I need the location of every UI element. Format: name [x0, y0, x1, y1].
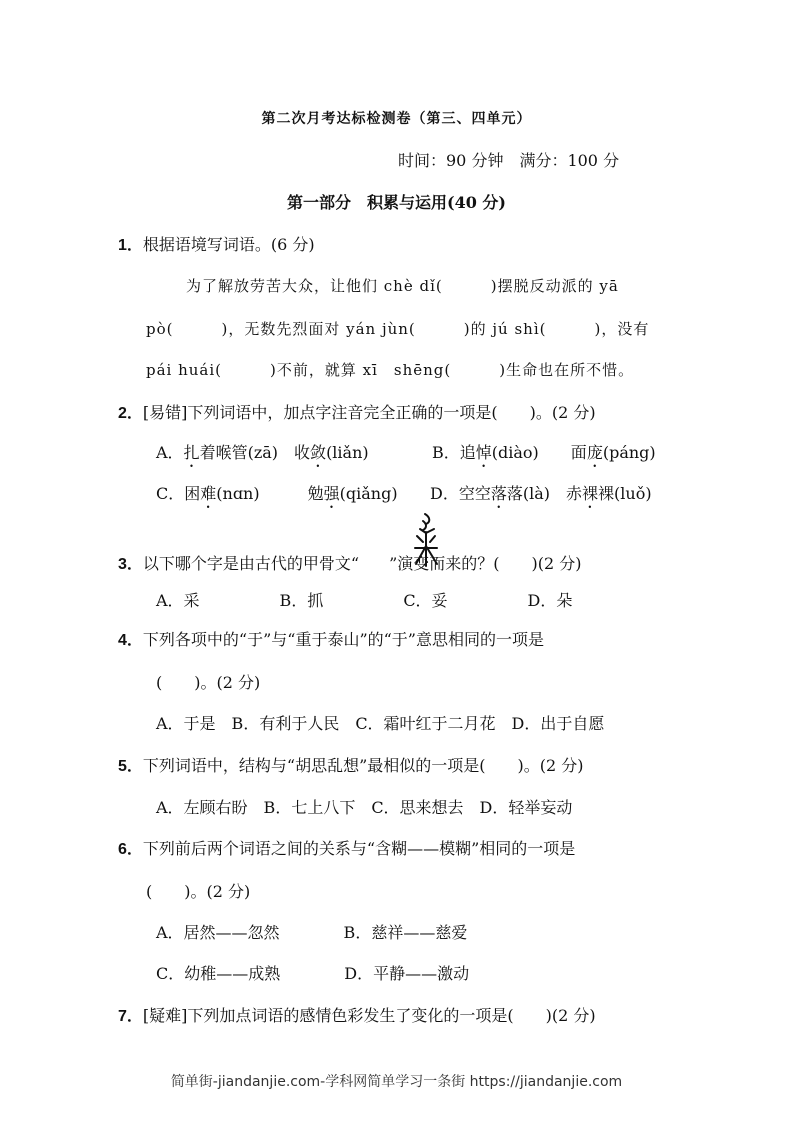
q6-stem-continued: ( )。(2 分)	[146, 882, 251, 901]
question-2	[118, 400, 596, 423]
dotted-char: 悼	[475, 443, 492, 462]
question-number: 6．	[118, 841, 143, 858]
question-number: 5．	[118, 758, 143, 775]
q2-option-c: C．困难(nɑn) 勉强(qiǎng)	[156, 484, 398, 503]
q1-passage-line-2: pò( )，无数先烈面对 yán jùn( )的 jú shì( )，没有	[146, 320, 650, 338]
q6-options-cd: C．幼稚——成熟 D．平静——激动	[156, 964, 470, 983]
dotted-char: 庞	[586, 443, 603, 462]
question-stem-b: ”演变而来的？( )(2 分)	[389, 554, 582, 573]
exam-time-score: 时间：90 分钟 满分：100 分	[398, 151, 620, 170]
dotted-char: 难	[200, 484, 217, 503]
question-stem: 根据语境写词语。(6 分)	[142, 235, 315, 254]
question-stem: [易错]下列词语中，加点字注音完全正确的一项是( )。(2 分)	[142, 403, 596, 422]
dotted-char: 扎	[183, 443, 200, 462]
question-7	[118, 1003, 596, 1026]
q4-options: A．于是 B．有利于人民 C．霜叶红于二月花 D．出于自愿	[156, 714, 605, 733]
q5-options: A．左顾右盼 B．七上八下 C．思来想去 D．轻举妄动	[156, 798, 573, 817]
question-6	[118, 836, 575, 859]
question-number: 2．	[118, 405, 143, 422]
dotted-char: 强	[323, 484, 340, 503]
q2-option-b: B．追悼(diào) 面庞(páng)	[432, 443, 656, 462]
q1-passage-line-3: pái huái( )不前，就算 xī shēng( )生命也在所不惜。	[146, 361, 635, 379]
dotted-char: 落	[490, 484, 507, 503]
question-stem: [疑难]下列加点词语的感情色彩发生了变化的一项是( )(2 分)	[142, 1006, 596, 1025]
q6-options-ab: A．居然——忽然 B．慈祥——慈爱	[156, 923, 468, 942]
question-3	[118, 551, 582, 574]
footer-watermark: 简单街-jiandanjie.com-学科网简单学习一条街 https://jiandanjie.com	[170, 1074, 623, 1090]
question-5	[118, 753, 584, 776]
q1-passage-line-1: 为了解放劳苦大众，让他们 chè dǐ( )摆脱反动派的 yā	[186, 277, 619, 295]
question-stem: 下列各项中的“于”与“重于泰山”的“于”意思相同的一项是	[142, 630, 544, 649]
exam-title: 第二次月考达标检测卷（第三、四单元）	[261, 111, 532, 127]
question-stem: 下列前后两个词语之间的关系与“含糊——模糊”相同的一项是	[142, 839, 576, 858]
section-1-title: 第一部分 积累与运用(40 分)	[287, 193, 506, 212]
oracle-bone-glyph-icon	[412, 512, 442, 570]
q2-option-d: D．空空落落(là) 赤裸裸(luǒ)	[430, 484, 652, 503]
q2-option-a: A．扎着喉管(zā) 收敛(liǎn)	[156, 443, 369, 462]
question-number: 7．	[118, 1008, 143, 1025]
question-number: 4．	[118, 632, 143, 649]
question-number: 3．	[118, 556, 143, 573]
q3-options: A．采 B．抓 C．妥 D．朵	[156, 591, 573, 610]
dotted-char: 裸	[582, 484, 599, 503]
q4-stem-continued: ( )。(2 分)	[156, 673, 261, 692]
question-stem-a: 以下哪个字是由古代的甲骨文“	[142, 554, 360, 573]
dotted-char: 敛	[310, 443, 327, 462]
question-stem: 下列词语中，结构与“胡思乱想”最相似的一项是( )。(2 分)	[142, 756, 584, 775]
question-1	[118, 232, 315, 255]
question-number: 1．	[118, 237, 143, 254]
question-4	[118, 627, 544, 650]
